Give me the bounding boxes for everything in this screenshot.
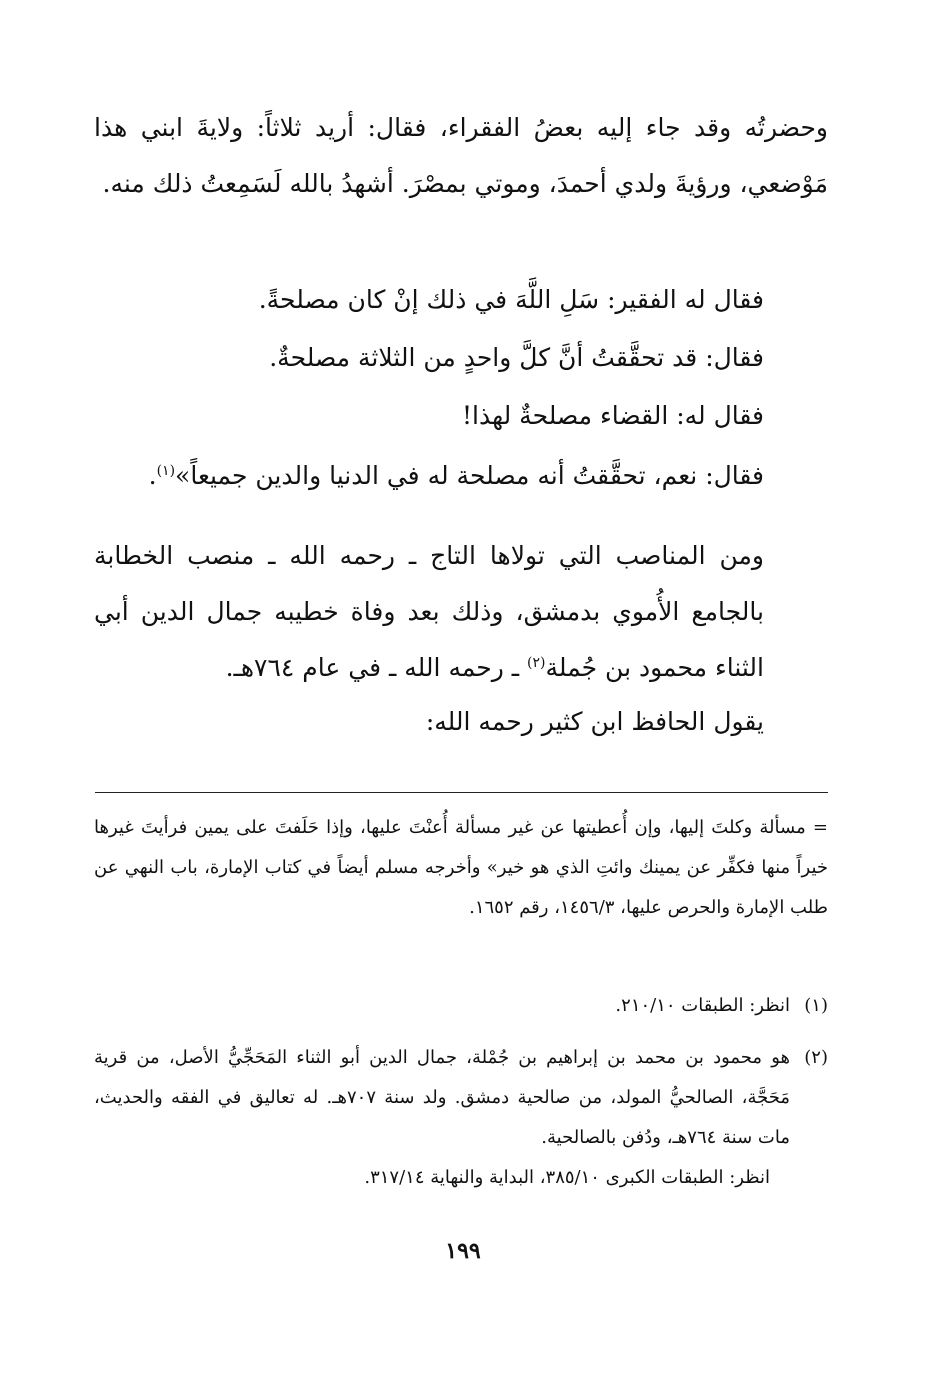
footnote-ref-2[interactable]: (٢): [527, 655, 546, 671]
quote-line-qad: [94, 330, 828, 386]
paragraph-text: فقال: قد تحقَّقتُ أنَّ كلَّ واحدٍ من الثلاثة مصلحةٌ.: [269, 343, 764, 372]
quote-intro-line: [94, 694, 828, 750]
paragraph-text: فقال له: القضاء مصلحةٌ لهذا!: [461, 401, 764, 430]
footnote-divider: [95, 792, 828, 793]
footnote-text: هو محمود بن محمد بن إبراهيم بن جُمْلة، جمال الدين أبو الثناء المَحَجِّيُّ الأصل، من قرية مَحَجَّة، الصالحيُّ المولد، من صالحية دمشق. ولد سنة ٧٠٧هـ. له تعاليق في الفقه والحديث، مات سنة ٧٦٤هـ، ودُفن بالصالحية.: [94, 1047, 790, 1148]
footnote-ref-1[interactable]: (١): [156, 463, 176, 479]
footnote-text: = مسألة وكلتَ إليها، وإن أُعطيتها عن غير مسألة أُعنْتَ عليها، وإذا حَلَفتَ على يمين فرأيتَ غيرها خيراً منها فكفِّر عن يمينك وائتِ الذي هو خير» وأخرجه مسلم أيضاً في كتاب الإمارة، باب النهي عن طلب الإمارة والحرص عليها، ١٤٥٦/٣، رقم ١٦٥٢.: [94, 817, 828, 918]
paragraph-text: ومن المناصب التي تولاها التاج ـ رحمه الله ـ منصب الخطابة بالجامع الأُموي بدمشق، وذلك بعد وفاة خطيبه جمال الدين أبي الثناء محمود بن جُملة: [94, 541, 764, 682]
footnote-continuation: [94, 808, 828, 928]
page-number: ١٩٩: [445, 1238, 481, 1264]
footnote-number: (٢): [804, 1047, 828, 1068]
paragraph-text: فقال: نعم، تحقَّقتُ أنه مصلحة له في الدنيا والدين جميعاً»: [175, 461, 764, 490]
footnote-source: انظر: الطبقات الكبرى ٣٨٥/١٠، البداية والنهاية ٣١٧/١٤.: [364, 1167, 770, 1188]
paragraph-tail: ـ رحمه الله ـ في عام ٧٦٤هـ.: [225, 653, 528, 682]
paragraph-line: [94, 528, 828, 696]
main-paragraph-2: [94, 528, 828, 696]
footnote-text: انظر: الطبقات ٢١٠/١٠.: [615, 995, 790, 1016]
paragraph-line: [94, 448, 828, 504]
footnote-1: [94, 986, 828, 1026]
paragraph-text: فقال له الفقير: سَلِ اللَّهَ في ذلك إنْ كان مصلحةً.: [258, 285, 764, 314]
paragraph-text: يقول الحافظ ابن كثير رحمه الله:: [425, 707, 764, 736]
quote-line-fakir: [94, 272, 828, 328]
sentence-end: .: [148, 461, 157, 490]
footnote-number: (١): [804, 995, 828, 1016]
footnote-2: [94, 1038, 828, 1198]
quote-line-naam: [94, 448, 828, 504]
quote-line-qada: [94, 388, 828, 444]
paragraph-text: وحضرتُه وقد جاء إليه بعضُ الفقراء، فقال: أريد ثلاثاً: ولايةَ ابني هذا مَوْضعي، ورؤيةَ ولدي أحمدَ، وموتي بمصْرَ. أشهدُ بالله لَسَمِعتُ ذلك منه.: [94, 113, 828, 198]
main-paragraph-1: [94, 100, 828, 212]
